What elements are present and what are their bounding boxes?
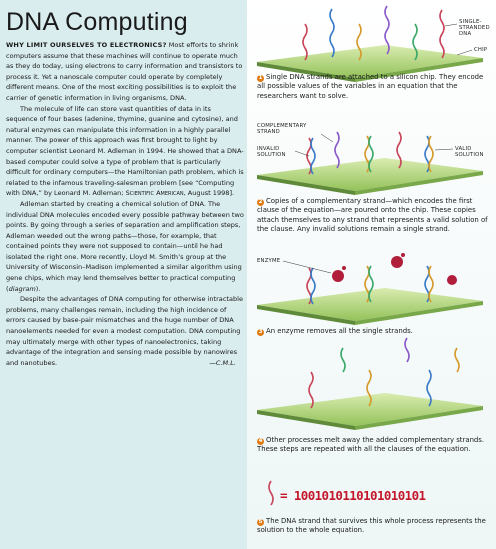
step-number-4: 4 [258, 438, 263, 444]
caption-step-1 [257, 73, 489, 101]
caption-step-3 [257, 327, 489, 336]
paragraph-2-end: , August 1998]. [183, 189, 235, 198]
label-enzyme: ENZYME [257, 258, 281, 264]
article-body [6, 40, 244, 368]
paragraph-3-text-b: ). [35, 284, 41, 293]
caption-step-5-text: The DNA strand that survives this whole process represents the solution to the whole equation. [257, 517, 486, 535]
label-single-stranded-text: SINGLE- STRANDED DNA [459, 19, 490, 37]
article-column [6, 8, 244, 368]
caption-step-4 [257, 436, 489, 455]
binary-solution: = 1001010110101010101 [280, 488, 426, 503]
caption-step-5 [257, 517, 489, 536]
caption-step-2 [257, 197, 489, 235]
caption-step-4-text: Other processes melt away the added complementary strands. These steps are repeated with all the clauses of the equation. [257, 436, 485, 454]
paragraph-2 [6, 104, 244, 199]
label-single-stranded [459, 19, 490, 37]
paragraph-1-text: Most efforts to shrink computers assume that these machines will continue to operate much as they do today, using electrons to carry information and transistors to process it. Yet a nanoscale computer could operate by completely different means. One of the most exciting possibilities is to exploit the carrier of genetic information in living organisms, DNA. [6, 41, 243, 102]
step-number-3: 3 [258, 329, 263, 335]
author-signature: —C.M.L. [209, 358, 236, 367]
paragraph-3 [6, 199, 244, 294]
paragraph-4-text: Despite the advantages of DNA computing for otherwise intractable problems, many challenges remain, including the high incidence of errors caused by base-pair mismatches and the huge number of DNA nanoelements needed for even a modest computation. DNA computing may ultimately merge with other types of nanoelectronics, taking advantage of the integration and sensing made possible by nanowires and nanotubes. [6, 295, 244, 367]
label-invalid: INVALID SOLUTION [257, 146, 286, 158]
diagram-ref: diagram [8, 284, 36, 293]
paragraph-2-text: The molecule of life can store vast quantities of data in its sequence of four bases (adenine, thymine, guanine and cytosine), and natural enzymes can manipulate this information in a highly parallel manner. The power of this approach was first brought to light by computer scientist Leonard M. Adleman in 1994. He showed that a DNA-based computer could solve a type of problem that is particularly difficult for ordinary computers—the Hamiltonian path problem, which is related to the infamous traveling-salesman problem [see “Computing with DNA,” by Leonard M. Adleman; [6, 104, 244, 198]
caption-step-3-text: An enzyme removes all the single strands. [266, 327, 413, 335]
journal-name: Scientific American [125, 189, 184, 198]
caption-step-1-text: Single DNA strands are attached to a silicon chip. They encode all possible values of the variables in an equation that the researchers want to solve. [257, 73, 484, 100]
label-chip: CHIP [474, 47, 488, 53]
paragraph-3-text-a: Adleman started by creating a chemical solution of DNA. The individual DNA molecules encoded every possible pathway between two points. By going through a series of separation and amplification steps, Adleman weeded out the wrong paths—those, for example, that contained points they were not supposed to contain—until he had isolated the right one. More recently, Lloyd M. Smith’s group at the University of Wisconsin–Madison implemented a similar algorithm using gene chips, which may lend themselves better to practical computing ( [6, 199, 244, 293]
label-complementary: COMPLEMENTARY STRAND [257, 123, 307, 135]
lead-in: WHY LIMIT OURSELVES TO ELECTRONICS? [6, 41, 167, 49]
paragraph-4 [6, 294, 244, 368]
label-valid: VALID SOLUTION [455, 146, 484, 158]
article-title: DNA Computing [6, 8, 188, 36]
caption-step-2-text: Copies of a complementary strand—which encodes the first clause of the equation—are poured onto the chip. These copies attach themselves to any strand that represents a valid solution of the clause. Any invalid solutions remain a single strand. [257, 197, 488, 234]
paragraph-1 [6, 40, 244, 104]
diagram-column [247, 0, 496, 549]
step-number-1: 1 [258, 75, 263, 81]
step-number-5: 5 [258, 519, 263, 525]
step-number-2: 2 [258, 199, 263, 205]
